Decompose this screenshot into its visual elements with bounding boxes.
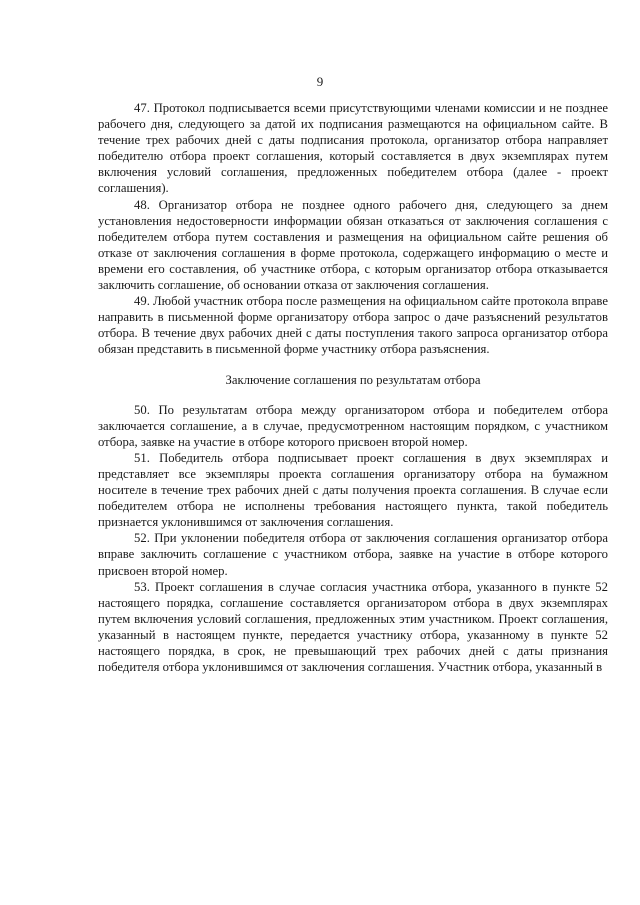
section-heading: Заключение соглашения по результатам отбора — [225, 372, 481, 387]
paragraph-47: 47. Протокол подписывается всеми присутствующими членами комиссии и не позднее рабочего дня, следующего за датой их подписания размещаются на официальном сайте. В течение трех рабочих дней с даты подписания протокола, организатор отбора направляет победителю отбора проект соглашения, который составляется в двух экземплярах путем включения условий соглашения, предложенных победителем отбора (далее - проект соглашения). — [98, 101, 608, 196]
document-body — [98, 100, 608, 675]
paragraph-48: 48. Организатор отбора не позднее одного рабочего дня, следующего за днем установления недостоверности информации обязан отказаться от заключения соглашения с победителем отбора путем составления и размещения на официальном сайте решения об отказе от заключения соглашения в форме протокола, содержащего информацию о месте и времени его составления, об участнике отбора, с которым организатор отбора отказывается заключить соглашение, об основании отказа от заключения соглашения. — [98, 197, 608, 293]
page-number: 9 — [316, 74, 324, 89]
paragraph-53: 53. Проект соглашения в случае согласия участника отбора, указанного в пункте 52 настоящего порядка, соглашение составляется организатором отбора в двух экземплярах путем включения условий соглашения, предложенных этим участником. Проект соглашения, указанный в настоящем пункте, передается участнику отбора, указанному в пункте 52 настоящего порядка, в срок, не превышающий трех рабочих дней с даты признания победителя отбора уклонившимся от заключения соглашения. Участник отбора, указанный в — [98, 579, 608, 675]
paragraph-50: 50. По результатам отбора между организатором отбора и победителем отбора заключается соглашение, а в случае, предусмотренном настоящим порядком, с участником отбора, заявке на участие в отборе которого присвоен второй номер. — [98, 402, 608, 449]
paragraph-51: 51. Победитель отбора подписывает проект соглашения в двух экземплярах и представляет все экземпляры проекта соглашения организатору отбора на бумажном носителе в течение трех рабочих дней с даты получения проекта соглашения. В случае если победителем отбора не исполнены требования настоящего пункта, такой победитель признается уклонившимся от заключения соглашения. — [98, 450, 608, 530]
paragraph-52: 52. При уклонении победителя отбора от заключения соглашения организатор отбора вправе заключить соглашение с участником отбора, заявке на участие в отборе которого присвоен второй номер. — [98, 531, 608, 578]
paragraph-49: 49. Любой участник отбора после размещения на официальном сайте протокола вправе направить в письменной форме организатору отбора запрос о даче разъяснений результатов отбора. В течение двух рабочих дней с даты поступления такого запроса организатор отбора обязан представить в письменной форме участнику отбора разъяснения. — [98, 294, 608, 357]
